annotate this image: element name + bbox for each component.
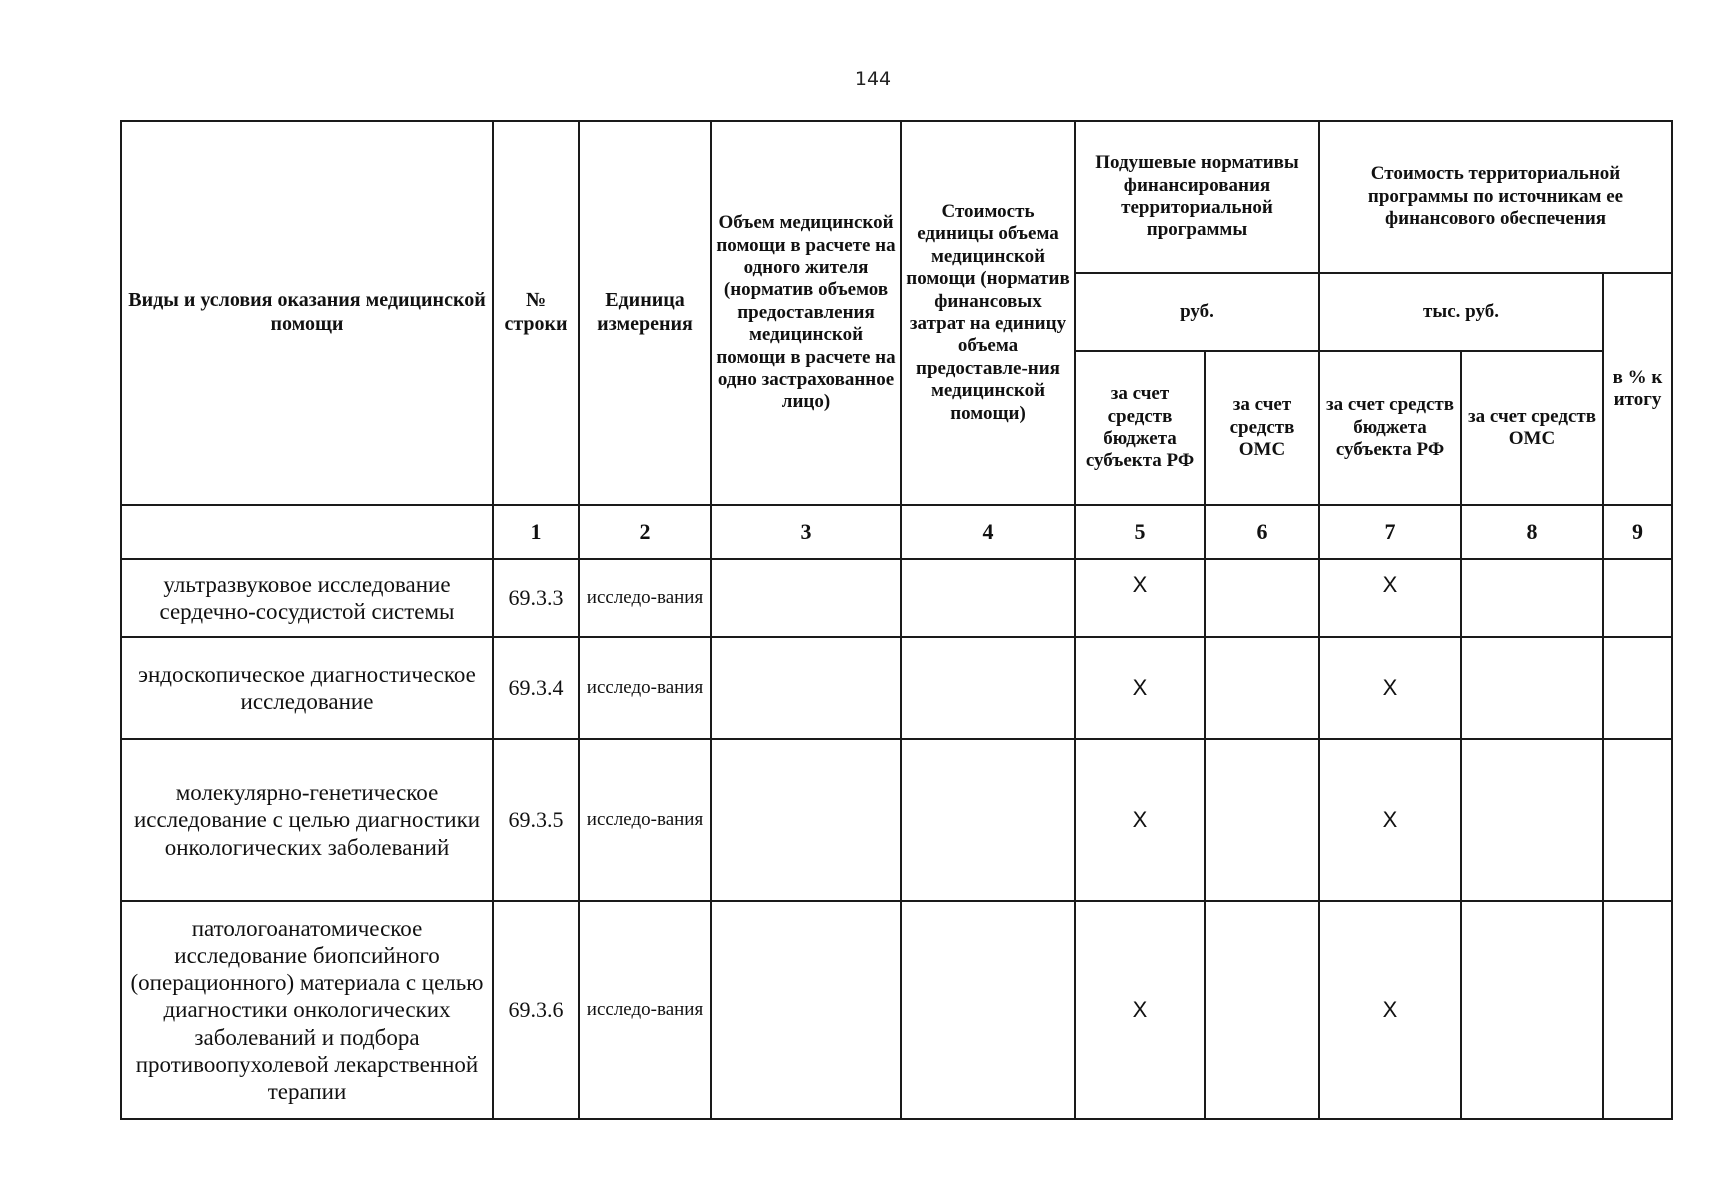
header-unit: Единица измерения <box>579 121 711 505</box>
header-rub: руб. <box>1075 273 1319 351</box>
financing-table <box>120 120 1673 1120</box>
row-cost-unit <box>901 901 1075 1119</box>
page-number: 144 <box>854 68 892 90</box>
header-thous-rub: тыс. руб. <box>1319 273 1603 351</box>
row-oms-6 <box>1205 901 1319 1119</box>
header-types: Виды и условия оказания медицинской помощи <box>121 121 493 505</box>
row-oms-8 <box>1461 637 1603 739</box>
row-pct <box>1603 637 1672 739</box>
column-number: 7 <box>1319 505 1461 559</box>
row-budget-7: X <box>1319 901 1461 1119</box>
row-budget-7: X <box>1319 559 1461 637</box>
row-cost-unit <box>901 739 1075 901</box>
header-row-1 <box>121 121 1672 273</box>
row-oms-8 <box>1461 901 1603 1119</box>
header-oms-8: за счет средств ОМС <box>1461 351 1603 505</box>
row-budget-7: X <box>1319 739 1461 901</box>
row-volume <box>711 637 901 739</box>
header-pct: в % к итогу <box>1603 273 1672 505</box>
row-volume <box>711 901 901 1119</box>
row-budget-5: X <box>1075 637 1205 739</box>
column-number: 9 <box>1603 505 1672 559</box>
row-unit: исследо-вания <box>579 901 711 1119</box>
row-budget-5: X <box>1075 901 1205 1119</box>
column-number-blank <box>121 505 493 559</box>
row-oms-6 <box>1205 637 1319 739</box>
row-code: 69.3.3 <box>493 559 579 637</box>
header-oms-6: за счет средств ОМС <box>1205 351 1319 505</box>
table-row <box>121 559 1672 637</box>
row-budget-5: X <box>1075 559 1205 637</box>
header-program-cost: Стоимость территориальной программы по источникам ее финансового обеспечения <box>1319 121 1672 273</box>
header-budget-5: за счет средств бюджета субъекта РФ <box>1075 351 1205 505</box>
header-row-number: № строки <box>493 121 579 505</box>
row-unit: исследо-вания <box>579 637 711 739</box>
column-number: 2 <box>579 505 711 559</box>
row-code: 69.3.4 <box>493 637 579 739</box>
row-oms-6 <box>1205 559 1319 637</box>
row-name: молекулярно-генетическое исследование с целью диагностики онкологических заболеваний <box>121 739 493 901</box>
row-volume <box>711 739 901 901</box>
header-budget-7: за счет средств бюджета субъекта РФ <box>1319 351 1461 505</box>
row-pct <box>1603 559 1672 637</box>
row-pct <box>1603 901 1672 1119</box>
row-volume <box>711 559 901 637</box>
row-pct <box>1603 739 1672 901</box>
column-number: 1 <box>493 505 579 559</box>
row-name: патологоанатомическое исследование биопсийного (операционного) материала с целью диагностики онкологических заболеваний и подбора противоопухолевой лекарственной терапии <box>121 901 493 1119</box>
header-cost-unit: Стоимость единицы объема медицинской помощи (норматив финансовых затрат на единицу объема предоставле-ния медицинской помощи) <box>901 121 1075 505</box>
row-cost-unit <box>901 637 1075 739</box>
table-row <box>121 739 1672 901</box>
column-number: 5 <box>1075 505 1205 559</box>
row-budget-5: X <box>1075 739 1205 901</box>
row-oms-6 <box>1205 739 1319 901</box>
column-number: 3 <box>711 505 901 559</box>
column-number: 6 <box>1205 505 1319 559</box>
table-row <box>121 637 1672 739</box>
row-oms-8 <box>1461 559 1603 637</box>
column-number: 4 <box>901 505 1075 559</box>
row-unit: исследо-вания <box>579 739 711 901</box>
header-volume: Объем медицинской помощи в расчете на одного жителя (норматив объемов предоставления медицинской помощи в расчете на одно застрахованное лицо) <box>711 121 901 505</box>
column-number: 8 <box>1461 505 1603 559</box>
header-per-capita: Подушевые нормативы финансирования территориальной программы <box>1075 121 1319 273</box>
row-code: 69.3.5 <box>493 739 579 901</box>
row-name: ультразвуковое исследование сердечно-сосудистой системы <box>121 559 493 637</box>
row-oms-8 <box>1461 739 1603 901</box>
row-code: 69.3.6 <box>493 901 579 1119</box>
row-name: эндоскопическое диагностическое исследование <box>121 637 493 739</box>
row-unit: исследо-вания <box>579 559 711 637</box>
column-number-row <box>121 505 1672 559</box>
table-row <box>121 901 1672 1119</box>
row-budget-7: X <box>1319 637 1461 739</box>
row-cost-unit <box>901 559 1075 637</box>
